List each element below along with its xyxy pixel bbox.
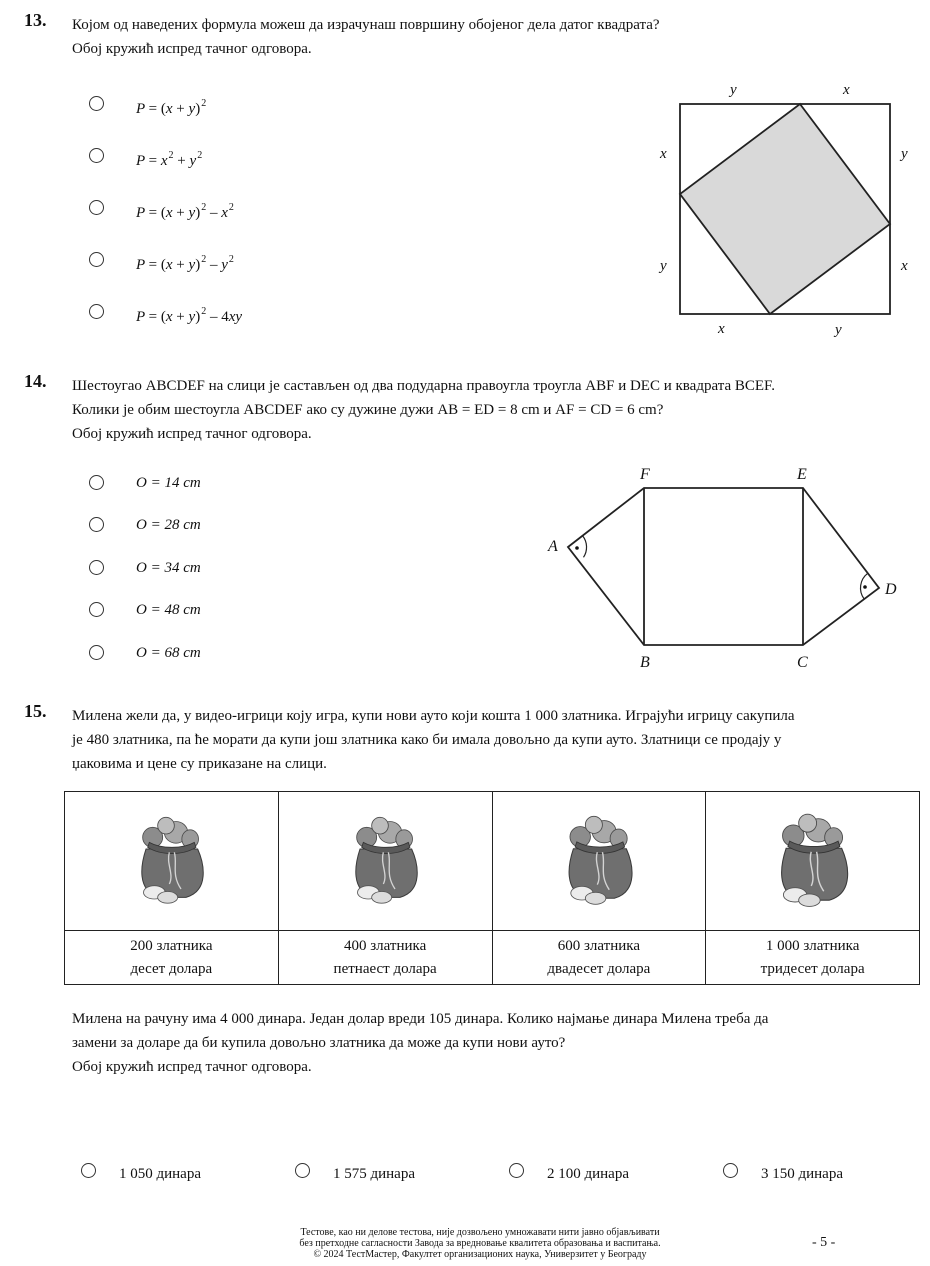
q14-label-e: E xyxy=(797,466,807,483)
q15-after-line2: замени за доларе да би купила довољно златника да може да купи нови ауто? xyxy=(72,1035,566,1051)
q15-number: 15. xyxy=(24,701,47,721)
q14-number: 14. xyxy=(24,371,47,391)
q15-pack-4-coins: 1 000 златника xyxy=(765,937,860,954)
q15-option-2-label: 1 575 динара xyxy=(333,1166,416,1182)
q15-option-4-radio[interactable] xyxy=(723,1163,738,1178)
q13-label-left-bottom: y xyxy=(660,258,667,274)
q15-pack-2-caption xyxy=(278,931,492,985)
q15-option-4-label: 3 150 динара xyxy=(761,1166,844,1182)
q14-option-4-radio[interactable] xyxy=(89,602,104,617)
q13-label-right-top: y xyxy=(901,146,908,162)
q14-option-5-label: O = 68 cm xyxy=(136,645,201,661)
page-number: - 5 - xyxy=(812,1235,836,1250)
money-bag-icon xyxy=(345,809,425,909)
q14-option-3-radio[interactable] xyxy=(89,560,104,575)
q15-pack-2-coins: 400 златника xyxy=(343,937,427,954)
q14-text-line2: Колики је обим шестоугла ABCDEF ако су дужине дужи AB = ED = 8 cm и AF = CD = 6 cm? xyxy=(72,402,664,418)
q13-option-1-label: $P = (x + y)^2$ xyxy=(136,98,207,117)
q13-option-3-label: $P = (x + y)^2 - x^2$ xyxy=(136,202,234,221)
footer-line3: © 2024 ТестМастер, Факултет организационих наука, Универзитет у Београду xyxy=(313,1249,647,1260)
q13-option-2-label: $P = x^2 + y^2$ xyxy=(136,150,203,169)
q14-text-line1: Шестоугао ABCDEF на слици је састављен од два подударна правоугла троугла ABF и DEC и квадрата BCEF. xyxy=(72,378,775,394)
q15-pack-4-caption xyxy=(706,931,920,985)
q13-option-1-radio[interactable] xyxy=(89,96,104,111)
q15-pack-1-price: десет долара xyxy=(130,960,213,977)
footer-line2: без претходне сагласности Завода за вредновање квалитета образовања и васпитања. xyxy=(299,1238,661,1249)
q13-label-left-top: x xyxy=(660,146,667,162)
q14-option-1-label: O = 14 cm xyxy=(136,475,201,491)
q14-option-3-label: O = 34 cm xyxy=(136,560,201,576)
q14-option-2-radio[interactable] xyxy=(89,517,104,532)
q14-label-f: F xyxy=(640,466,650,483)
q15-pack-3-coins: 600 златника xyxy=(557,937,640,954)
q13-text-line1: Којом од наведених формула можеш да израчунаш површину обојеног дела датог квадрата? xyxy=(72,17,660,33)
q13-label-top-right: x xyxy=(843,82,850,98)
q15-pack-1-caption xyxy=(65,931,279,985)
q15-option-1-label: 1 050 динара xyxy=(119,1166,202,1182)
q14-option-4-label: O = 48 cm xyxy=(136,602,201,618)
q15-option-3-radio[interactable] xyxy=(509,1163,524,1178)
q14-label-b: B xyxy=(640,654,650,671)
q13-option-5-radio[interactable] xyxy=(89,304,104,319)
q14-option-2-label: O = 28 cm xyxy=(136,517,201,533)
q15-pack-2-image-cell xyxy=(278,792,492,931)
q14-label-c: C xyxy=(797,654,808,671)
q13-label-top-left: y xyxy=(730,82,737,98)
money-bag-icon xyxy=(558,808,640,910)
q15-pack-2-price: петнаест долара xyxy=(333,960,437,977)
q14-label-a: A xyxy=(548,538,558,555)
q15-text-line2: је 480 златника, па ће морати да купи још златника како би имала довољно да купи ауто. Златници се продају у xyxy=(72,732,782,748)
footer-copyright xyxy=(210,1227,750,1260)
q14-option-1-radio[interactable] xyxy=(89,475,104,490)
q13-text-line2: Обој кружић испред тачног одговора. xyxy=(72,41,312,57)
q13-option-4-radio[interactable] xyxy=(89,252,104,267)
q15-option-1-radio[interactable] xyxy=(81,1163,96,1178)
q15-option-3-label: 2 100 динара xyxy=(547,1166,630,1182)
q13-label-right-bottom: x xyxy=(901,258,908,274)
q14-label-d: D xyxy=(885,581,897,598)
q15-pack-3-price: двадесет долара xyxy=(547,960,651,977)
q13-square-figure xyxy=(650,75,920,345)
q13-label-bottom-right: y xyxy=(835,322,842,338)
q15-pack-3-image-cell xyxy=(492,792,706,931)
q15-pack-3-caption xyxy=(492,931,706,985)
q15-after-line1: Милена на рачуну има 4 000 динара. Један долар вреди 105 динара. Колико најмање динара Милена треба да xyxy=(72,1011,769,1027)
q14-option-5-radio[interactable] xyxy=(89,645,104,660)
money-bag-icon xyxy=(131,809,211,909)
q15-text-line1: Милена жели да, у видео-игрици коју игра, купи нови ауто који кошта 1 000 златника. Играјући игрицу сакупила xyxy=(72,708,795,724)
footer-line1: Тестове, као ни делове тестова, није дозвољено умножавати нити јавно објављивати xyxy=(300,1227,660,1238)
q15-text-line3: џаковима и цене су приказане на слици. xyxy=(72,756,327,772)
q13-number: 13. xyxy=(24,10,47,30)
q15-pack-4-price: тридесет долара xyxy=(760,960,865,977)
money-bag-icon xyxy=(770,806,856,912)
q15-price-table xyxy=(64,791,920,985)
q13-label-bottom-left: x xyxy=(718,321,725,337)
q15-pack-1-image-cell xyxy=(65,792,279,931)
q13-option-2-radio[interactable] xyxy=(89,148,104,163)
q15-pack-1-coins: 200 златника xyxy=(130,937,213,954)
q15-pack-4-image-cell xyxy=(706,792,920,931)
q13-option-3-radio[interactable] xyxy=(89,200,104,215)
q15-after-line3: Обој кружић испред тачног одговора. xyxy=(72,1059,312,1075)
q13-option-5-label: $P = (x + y)^2 - 4xy$ xyxy=(136,306,243,325)
q13-option-4-label: $P = (x + y)^2 - y^2$ xyxy=(136,254,234,273)
q15-option-2-radio[interactable] xyxy=(295,1163,310,1178)
q14-text-line3: Обој кружић испред тачног одговора. xyxy=(72,426,312,442)
q14-hexagon-figure xyxy=(530,455,920,680)
